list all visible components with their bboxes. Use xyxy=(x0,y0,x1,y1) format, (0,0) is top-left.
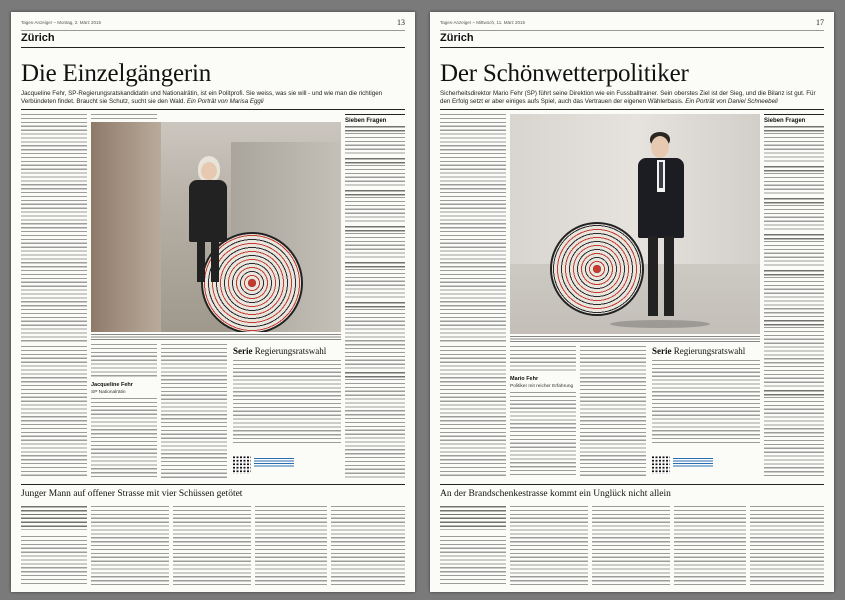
candidate-party: Politiker mit reicher Erfahrung xyxy=(510,384,574,389)
answer-6 xyxy=(764,327,824,387)
section-title: Zürich xyxy=(440,32,474,44)
article-column-2c xyxy=(91,398,157,478)
lead-rule xyxy=(440,109,824,110)
question-7 xyxy=(345,372,405,378)
bottom-column-3 xyxy=(173,506,251,586)
leg-right xyxy=(211,240,219,282)
question-4 xyxy=(764,234,824,240)
answer-5 xyxy=(345,269,405,299)
answer-7 xyxy=(764,397,824,479)
face xyxy=(651,136,669,158)
article-column-2b xyxy=(510,346,576,372)
candidate-name: Mario Fehr xyxy=(510,376,539,382)
bottom-story-rule xyxy=(21,484,405,485)
portrait-photo xyxy=(91,122,341,332)
candidate-party: SP Nationalrätin xyxy=(91,390,126,395)
question-1 xyxy=(764,126,824,132)
qr-code-icon xyxy=(233,456,251,474)
questions-title: Sieben Fragen xyxy=(764,118,806,124)
bottom-story-rule xyxy=(440,484,824,485)
newspaper-page-right xyxy=(430,12,834,592)
bottom-column-5 xyxy=(750,506,824,586)
article-column-1b xyxy=(440,346,506,478)
page-header xyxy=(440,20,824,31)
bottom-column-3 xyxy=(592,506,670,586)
bottom-lead xyxy=(21,506,87,530)
photo-caption xyxy=(91,334,341,340)
page-number: 17 xyxy=(816,18,824,27)
section-rule xyxy=(21,47,405,48)
answer-3 xyxy=(764,205,824,231)
questions-box xyxy=(345,114,405,124)
answer-2 xyxy=(345,165,405,187)
election-sidebar-label: Regierungsratswahl xyxy=(254,346,327,356)
bottom-headline: An der Brandschenkestrasse kommt ein Unglück nicht allein xyxy=(440,489,671,499)
bottom-column-4 xyxy=(674,506,746,586)
answer-4 xyxy=(764,241,824,267)
question-2 xyxy=(764,166,824,172)
bottom-headline: Junger Mann auf offener Strasse mit vier Schüssen getötet xyxy=(21,489,243,499)
question-6 xyxy=(764,320,824,326)
leg-left xyxy=(197,240,205,282)
question-3 xyxy=(764,198,824,204)
bottom-lead xyxy=(440,506,506,530)
leg-left xyxy=(648,236,658,316)
photo-caption xyxy=(510,336,760,342)
answer-6 xyxy=(345,309,405,369)
question-7 xyxy=(764,390,824,396)
leg-right xyxy=(664,236,674,316)
election-schedule-list xyxy=(233,360,341,444)
article-column-1 xyxy=(21,114,87,342)
bottom-column-1 xyxy=(440,536,506,586)
qr-note xyxy=(673,458,713,468)
answer-1 xyxy=(764,133,824,163)
lead-rule xyxy=(21,109,405,110)
lead-text xyxy=(21,90,405,106)
question-5 xyxy=(764,270,824,276)
lead-body: Jacqueline Fehr, SP-Regierungsratskandidatin und Nationalrätin, ist ein Politprofi. Sie weiss, was sie will - und wie man die richtigen Verbündeten findet. Braucht sie Schutz, sucht sie den Wald. xyxy=(21,90,383,105)
bottom-column-1 xyxy=(21,536,87,586)
article-column-1b xyxy=(21,346,87,478)
question-2 xyxy=(345,158,405,164)
questions-box xyxy=(764,114,824,124)
bottom-column-2 xyxy=(510,506,588,586)
bottom-column-5 xyxy=(331,506,405,586)
page-number: 13 xyxy=(397,18,405,27)
questions-title: Sieben Fragen xyxy=(345,118,387,124)
lead-body: Sicherheitsdirektor Mario Fehr (SP) führt seine Direktion wie ein Fussballtrainer. Sein oberstes Ziel ist der Sieg, und die Bilanz ist gut. Für den Erfolg setzt er aber einiges aufs Spiel, auch das Vertrauen der eigenen Wählerbasis. xyxy=(440,90,816,105)
lead-author: Ein Porträt von Daniel Schneebeli xyxy=(685,98,778,105)
answer-1 xyxy=(345,133,405,155)
background-building xyxy=(91,122,161,332)
candidate-name: Jacqueline Fehr xyxy=(91,382,133,388)
dartboard-target xyxy=(550,222,644,316)
header-meta: Tages-Anzeiger – Mittwoch, 11. März 2015 xyxy=(440,20,525,25)
tie xyxy=(659,162,663,188)
election-sidebar-title: Serie Regierungsratswahl xyxy=(233,346,327,356)
headline: Der Schönwetterpolitiker xyxy=(440,60,689,87)
answer-2 xyxy=(764,173,824,195)
answer-4 xyxy=(345,233,405,259)
section-rule xyxy=(440,47,824,48)
headline: Die Einzelgängerin xyxy=(21,60,212,87)
question-6 xyxy=(345,302,405,308)
answer-5 xyxy=(764,277,824,317)
answer-7 xyxy=(345,379,405,479)
floor-shadow xyxy=(610,320,710,328)
qr-code-icon xyxy=(652,456,670,474)
jacket xyxy=(189,180,227,242)
newspaper-page-left xyxy=(11,12,415,592)
question-1 xyxy=(345,126,405,132)
election-schedule-list xyxy=(652,360,760,444)
lead-author: Ein Porträt von Marisa Eggli xyxy=(186,98,264,105)
face xyxy=(201,162,217,180)
question-4 xyxy=(345,226,405,232)
article-column-2b xyxy=(91,344,157,378)
article-column-1 xyxy=(440,114,506,342)
header-meta: Tages-Anzeiger – Montag, 2. März 2015 xyxy=(21,20,102,25)
article-column-3 xyxy=(580,346,646,478)
election-sidebar-label: Regierungsratswahl xyxy=(673,346,746,356)
bottom-column-2 xyxy=(91,506,169,586)
lead-text xyxy=(440,90,824,106)
article-column-3 xyxy=(161,344,227,478)
question-5 xyxy=(345,262,405,268)
election-sidebar-title: Serie Regierungsratswahl xyxy=(652,346,746,356)
bottom-column-4 xyxy=(255,506,327,586)
article-column-2-top xyxy=(91,114,157,119)
answer-3 xyxy=(345,197,405,223)
portrait-photo xyxy=(510,114,760,334)
section-title: Zürich xyxy=(21,32,55,44)
article-column-2c xyxy=(510,392,576,478)
question-3 xyxy=(345,190,405,196)
qr-note xyxy=(254,458,294,468)
page-header xyxy=(21,20,405,31)
